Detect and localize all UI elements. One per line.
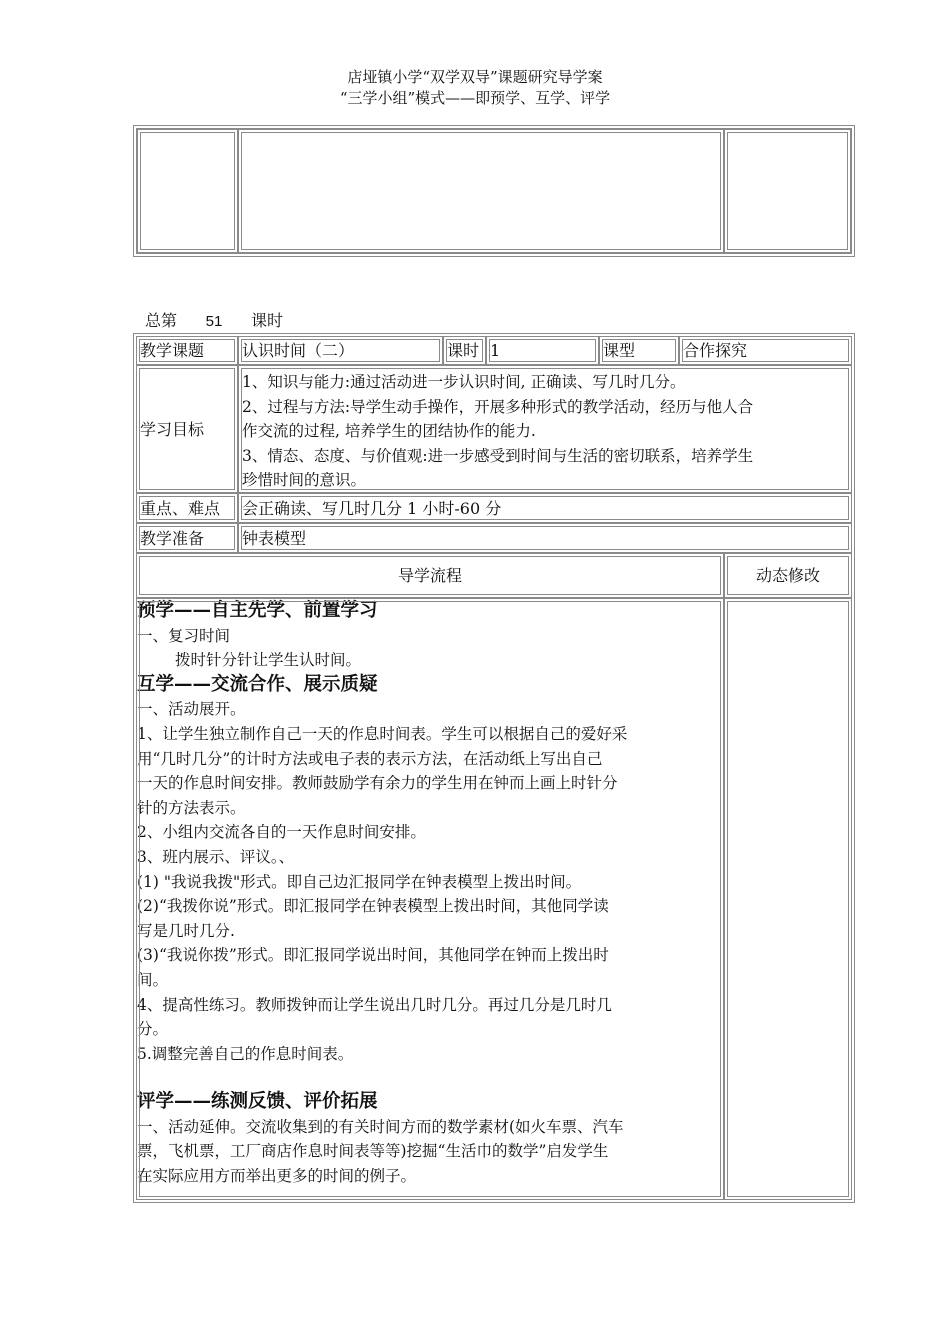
- flow-content: [137, 599, 726, 1189]
- type-label-cell: [599, 336, 679, 365]
- previous-table-cell-3: [724, 129, 851, 253]
- flow-line: (3)“我说你拨”形式。即汇报同学说出时间，其他同学在钟而上拨出时: [137, 946, 609, 965]
- revision-header-cell: [724, 553, 852, 598]
- goal-line: 作交流的过程, 培养学生的团结协作的能力.: [242, 422, 536, 440]
- document-title: 店垭镇小学“双学双导”课题研究导学案: [347, 68, 603, 86]
- lesson-total-line: [145, 310, 283, 334]
- flow-line: 一天的作息时间安排。教师鼓励学有余力的学生用在钟而上画上时针分: [137, 774, 618, 793]
- flow-line: 拨时针分针让学生认时间。: [175, 651, 362, 670]
- section-heading-collaborate: 互学——交流合作、展示质疑: [137, 673, 378, 695]
- flow-line: 5.调整完善自己的作息时间表。: [137, 1044, 354, 1063]
- flow-line: 1、让学生独立制作自己一天的作息时间表。学生可以根据自己的爱好采: [137, 724, 628, 743]
- goal-line: 1、知识与能力:通过活动进一步认识时间, 正确读、写几时几分。: [242, 373, 686, 391]
- goal-line: 珍惜时间的意识。: [242, 471, 367, 489]
- keypoints-value-cell: [238, 493, 852, 523]
- keypoints-label: 重点、难点: [140, 499, 221, 518]
- flow-line: (1) "我说我拨"形式。即自己边汇报同学在钟表模型上拨出时间。: [137, 872, 582, 891]
- spacer: [137, 1066, 726, 1090]
- section-heading-preview: 预学——自主先学、前置学习: [137, 600, 378, 621]
- previous-table-cell-1: [137, 129, 238, 253]
- lesson-total-number: 51: [179, 311, 249, 334]
- lesson-total-suffix: 课时: [251, 311, 284, 330]
- period-label: 课时: [447, 341, 480, 360]
- flow-line: 在实际应用方而举出更多的时间的例子。: [137, 1167, 417, 1186]
- flow-line: 一、复习时间: [137, 626, 231, 645]
- goals-list: [242, 370, 753, 493]
- keypoints-label-cell: [136, 493, 238, 523]
- goals-label-cell: [136, 365, 238, 493]
- period-value: 1: [490, 341, 501, 360]
- goal-line: 3、情态、态度、与价值观:进一步感受到时间与生活的密切联系，培养学生: [242, 446, 754, 465]
- prep-value: 钟表模型: [242, 529, 307, 548]
- keypoints-value: 会正确读、写几时几分 1 小时-60 分: [242, 499, 502, 518]
- flow-content-cell: [136, 598, 724, 1200]
- flow-line: 写是几时几分.: [137, 921, 235, 940]
- period-value-cell: [486, 336, 599, 365]
- topic-label-cell: [136, 336, 238, 365]
- lesson-total-prefix: 总第: [145, 311, 178, 330]
- flow-line: 一、活动延伸。交流收集到的有关时间方而的数学素材(如火车票、汽车: [137, 1117, 624, 1136]
- revision-header-label: 动态修改: [755, 566, 820, 585]
- topic-value: 认识时间（二）: [242, 341, 355, 360]
- type-label: 课型: [603, 341, 636, 360]
- goal-line: 2、过程与方法:导学生动手操作，开展多种形式的教学活动，经历与他人合: [242, 397, 754, 416]
- flow-line: (2)“我拨你说”形式。即汇报同学在钟表模型上拨出时间，其他同学读: [137, 897, 609, 916]
- prep-label-cell: [136, 523, 238, 553]
- type-value: 合作探究: [683, 341, 748, 360]
- document-subtitle: “三学小组”模式——即预学、互学、评学: [339, 89, 611, 107]
- flow-header-cell: [136, 553, 724, 598]
- period-label-cell: [443, 336, 486, 365]
- flow-line: 一、活动展开。: [137, 700, 246, 719]
- revision-content-cell: [724, 598, 852, 1200]
- prep-label: 教学准备: [140, 529, 205, 548]
- flow-line: 分。: [137, 1020, 169, 1039]
- topic-value-cell: [238, 336, 443, 365]
- topic-label: 教学课题: [140, 341, 205, 360]
- flow-line: 间。: [137, 970, 169, 989]
- flow-line: 4、提高性练习。教师拨钟而让学生说出几时几分。再过几分是几时几: [137, 995, 612, 1014]
- flow-line: 3、班内展示、评议。、: [137, 847, 295, 866]
- goals-value-cell: [238, 365, 852, 493]
- flow-line: 2、小组内交流各自的一天作息时间安排。: [137, 823, 426, 842]
- flow-line: 用“几时几分”的计时方法或电子表的表示方法，在活动纸上写出自己: [137, 749, 603, 768]
- type-value-cell: [679, 336, 852, 365]
- goals-label: 学习目标: [140, 420, 205, 439]
- prep-value-cell: [238, 523, 852, 553]
- flow-line: 票，飞机票，工厂商店作息时间表等等)挖掘“生活巾的数学”启发学生: [137, 1142, 609, 1161]
- flow-line: 针的方法表示。: [137, 798, 246, 817]
- section-heading-evaluate: 评学——练测反馈、评价拓展: [137, 1091, 378, 1113]
- previous-table-cell-2: [238, 129, 724, 253]
- flow-header-label: 导学流程: [397, 566, 462, 585]
